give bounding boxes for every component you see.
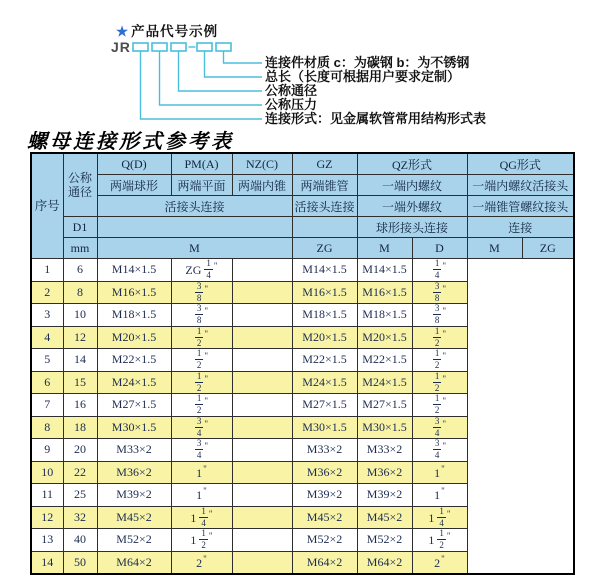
cell-qg-m: M18×1.5 — [357, 304, 412, 327]
cell-qz-m — [232, 304, 292, 327]
cell-m: M33×2 — [97, 439, 171, 462]
cell-gz: 2" — [171, 551, 232, 574]
cell-m: M39×2 — [97, 484, 171, 507]
cell-gz — [171, 304, 232, 327]
cell-qz-m — [232, 281, 292, 304]
header-qg-sub2: 一端锥管螺纹接头 — [467, 196, 574, 217]
inch-mark: " — [208, 508, 213, 519]
cell-qz-m — [232, 461, 292, 484]
inch-mark: " — [442, 283, 447, 294]
cell-qg-m: M16×1.5 — [357, 281, 412, 304]
cell-serial: 14 — [31, 551, 63, 574]
code-box — [216, 43, 231, 51]
header-qz-sub3: 球形接头连接 — [357, 217, 467, 238]
inch-mark: " — [442, 418, 447, 429]
fraction: $\frac{3}{4}$ — [434, 438, 440, 461]
header-gz-union: 活接头连接 — [292, 196, 357, 217]
fraction: $\frac{3}{8}$ — [196, 281, 202, 303]
cell-qz-d: M18×1.5 — [292, 304, 357, 327]
table-row — [31, 461, 574, 484]
inch-mark: " — [203, 486, 207, 497]
header-m: M — [97, 238, 292, 259]
cell-qg-zg — [412, 394, 467, 417]
inch-mark: " — [441, 486, 445, 497]
cell-gz — [171, 371, 232, 394]
cell-qg-m: M22×1.5 — [357, 349, 412, 372]
diagram-label: 连接形式：见金属软管常用结构形式表 — [265, 111, 487, 126]
header-d1: D1 — [63, 217, 97, 238]
cell-qg-m: M27×1.5 — [357, 394, 412, 417]
inch-mark: " — [446, 508, 451, 519]
inch-mark: " — [213, 261, 218, 272]
cell-m: M45×2 — [97, 506, 171, 529]
cell-qg-m: M39×2 — [357, 484, 412, 507]
cell-qg-zg: 2" — [412, 551, 467, 574]
cell-qz-m — [232, 484, 292, 507]
cell-serial: 5 — [31, 349, 63, 372]
inch-mark: " — [204, 306, 209, 317]
cell-gz — [171, 281, 232, 304]
fraction: $\frac{1}{2}$ — [196, 371, 202, 393]
table-header — [31, 153, 574, 259]
cell-m: M24×1.5 — [97, 371, 171, 394]
table-row — [31, 281, 574, 304]
cell-dn: 40 — [63, 529, 97, 552]
cell-serial: 6 — [31, 371, 63, 394]
table-row — [31, 439, 574, 462]
cell-m: M18×1.5 — [97, 304, 171, 327]
code-box — [133, 43, 148, 51]
table-row — [31, 349, 574, 372]
header-qz-sub2: 一端外螺纹 — [357, 196, 467, 217]
fraction: $\frac{3}{8}$ — [434, 303, 440, 326]
cell-m: M14×1.5 — [97, 259, 171, 282]
diagram-label: 连接件材质 c：为碳钢 b：为不锈钢 — [265, 55, 470, 70]
cell-dn: 6 — [63, 259, 97, 282]
table-row — [31, 304, 574, 327]
cell-qg-zg: 1" — [412, 484, 467, 507]
cell-qz-d: M27×1.5 — [292, 394, 357, 417]
header-qz-m: M — [357, 238, 412, 259]
cell-dn: 25 — [63, 484, 97, 507]
inch-mark: " — [204, 441, 209, 452]
fraction: $\frac{1}{2}$ — [434, 393, 440, 416]
cell-qg-m: M20×1.5 — [357, 326, 412, 349]
cell-dn: 18 — [63, 416, 97, 439]
table-row — [31, 529, 574, 552]
inch-mark: " — [441, 553, 445, 564]
inch-mark: " — [204, 396, 209, 407]
header-dn: 公称通径 — [63, 153, 97, 217]
table-row — [31, 394, 574, 417]
cell-dn: 22 — [63, 461, 97, 484]
cell-qg-zg — [412, 326, 467, 349]
cell-serial: 9 — [31, 439, 63, 462]
cell-qz-m — [232, 326, 292, 349]
header-serial: 序号 — [31, 153, 63, 259]
cell-qz-m — [232, 371, 292, 394]
fraction: $\frac{1}{4}$ — [206, 258, 211, 281]
cell-qz-d: M14×1.5 — [292, 259, 357, 282]
cell-qz-d: M16×1.5 — [292, 281, 357, 304]
cell-m: M22×1.5 — [97, 349, 171, 372]
cell-qg-zg: 1 $\frac{1}{4}$ " — [412, 506, 467, 529]
cell-serial: 2 — [31, 281, 63, 304]
cell-serial: 12 — [31, 506, 63, 529]
header-nz-sub: 两端内锥 — [232, 175, 292, 196]
cell-gz — [171, 326, 232, 349]
inch-mark: " — [204, 373, 209, 384]
cell-gz: 1 $\frac{1}{4}$ " — [171, 506, 232, 529]
table-row — [31, 371, 574, 394]
cell-m: M64×2 — [97, 551, 171, 574]
cell-qg-zg — [412, 349, 467, 372]
cell-gz: ZG $\frac{1}{4}$ " — [171, 259, 232, 282]
fraction: $\frac{1}{2}$ — [196, 348, 202, 371]
header-union-connection: 活接头连接 — [97, 196, 292, 217]
header-gz: GZ — [292, 153, 357, 175]
cell-m: M52×2 — [97, 529, 171, 552]
header-blank — [97, 217, 292, 238]
cell-gz: 1" — [171, 484, 232, 507]
cell-qg-m: M14×1.5 — [357, 259, 412, 282]
fraction: $\frac{1}{2}$ — [439, 528, 444, 551]
header-qg: QG形式 — [467, 153, 574, 175]
cell-serial: 8 — [31, 416, 63, 439]
cell-gz — [171, 416, 232, 439]
table-row — [31, 259, 574, 282]
cell-dn: 8 — [63, 281, 97, 304]
inch-mark: " — [442, 441, 447, 452]
cell-qz-d: M64×2 — [292, 551, 357, 574]
inch-mark: " — [204, 351, 209, 362]
table-row — [31, 484, 574, 507]
header-q: Q(D) — [97, 153, 171, 175]
header-qz: QZ形式 — [357, 153, 467, 175]
cell-gz — [171, 349, 232, 372]
table-row — [31, 326, 574, 349]
fraction: $\frac{1}{2}$ — [196, 326, 202, 348]
cell-qz-m — [232, 349, 292, 372]
header-qz-sub1: 一端内螺纹 — [357, 175, 467, 196]
cell-m: M27×1.5 — [97, 394, 171, 417]
inch-mark: " — [204, 418, 209, 429]
header-unit: mm — [63, 238, 97, 259]
inch-mark: " — [442, 396, 447, 407]
header-qz-d: D — [412, 238, 467, 259]
inch-mark: " — [442, 328, 447, 339]
cell-dn: 50 — [63, 551, 97, 574]
cell-serial: 3 — [31, 304, 63, 327]
cell-qg-zg — [412, 439, 467, 462]
diagram-title-text: 产品代号示例 — [131, 24, 219, 39]
cell-qg-zg: 1 $\frac{1}{2}$ " — [412, 529, 467, 552]
fraction: $\frac{3}{4}$ — [434, 416, 440, 438]
cell-qg-zg — [412, 371, 467, 394]
diagram-label: 公称压力 — [265, 97, 318, 112]
fraction: $\frac{1}{2}$ — [196, 393, 202, 416]
cell-m: M30×1.5 — [97, 416, 171, 439]
cell-qz-m — [232, 529, 292, 552]
fraction: $\frac{1}{2}$ — [434, 371, 440, 393]
cell-gz: 1 $\frac{1}{2}$ " — [171, 529, 232, 552]
cell-qg-m: M45×2 — [357, 506, 412, 529]
cell-qg-m: M30×1.5 — [357, 416, 412, 439]
diagram-label: 总长（长度可根据用户要求定制） — [265, 69, 461, 84]
inch-mark: " — [446, 531, 451, 542]
inch-mark: " — [441, 463, 445, 474]
cell-dn: 16 — [63, 394, 97, 417]
code-box — [197, 43, 212, 51]
inch-mark: " — [442, 351, 447, 362]
table-row — [31, 506, 574, 529]
inch-mark: " — [203, 463, 207, 474]
cell-dn: 12 — [63, 326, 97, 349]
cell-qz-d: M39×2 — [292, 484, 357, 507]
inch-mark: " — [442, 261, 447, 272]
cell-qg-zg — [412, 281, 467, 304]
fraction: $\frac{3}{8}$ — [434, 281, 440, 303]
cell-qg-m: M36×2 — [357, 461, 412, 484]
cell-dn: 14 — [63, 349, 97, 372]
cell-serial: 11 — [31, 484, 63, 507]
fraction: $\frac{3}{4}$ — [196, 416, 202, 438]
spec-table — [30, 152, 575, 575]
header-q-sub: 两端球形 — [97, 175, 171, 196]
cell-qz-d: M52×2 — [292, 529, 357, 552]
cell-qz-d: M20×1.5 — [292, 326, 357, 349]
fraction: $\frac{1}{4}$ — [434, 258, 440, 281]
header-pm: PM(A) — [171, 153, 232, 175]
cell-dn: 10 — [63, 304, 97, 327]
cell-gz — [171, 439, 232, 462]
cell-qg-zg — [412, 416, 467, 439]
header-qg-sub3: 连接 — [467, 217, 574, 238]
cell-gz — [171, 394, 232, 417]
fraction: $\frac{1}{2}$ — [201, 528, 206, 551]
cell-qz-d: M24×1.5 — [292, 371, 357, 394]
header-qg-zg: ZG — [522, 238, 574, 259]
cell-dn: 15 — [63, 371, 97, 394]
cell-serial: 7 — [31, 394, 63, 417]
cell-serial: 4 — [31, 326, 63, 349]
cell-qg-m: M33×2 — [357, 439, 412, 462]
header-zg: ZG — [292, 238, 357, 259]
cell-qz-m — [232, 506, 292, 529]
diagram-label: 公称通径 — [265, 83, 318, 98]
fraction: $\frac{1}{4}$ — [439, 506, 444, 528]
header-qg-m: M — [467, 238, 522, 259]
cell-serial: 1 — [31, 259, 63, 282]
cell-qg-zg — [412, 259, 467, 282]
cell-qz-d: M22×1.5 — [292, 349, 357, 372]
header-nz: NZ(C) — [232, 153, 292, 175]
cell-serial: 13 — [31, 529, 63, 552]
cell-qz-m — [232, 416, 292, 439]
cell-qz-m — [232, 551, 292, 574]
cell-qg-zg: 1" — [412, 461, 467, 484]
cell-qg-m: M24×1.5 — [357, 371, 412, 394]
inch-mark: " — [204, 328, 209, 339]
cell-m: M20×1.5 — [97, 326, 171, 349]
fraction: $\frac{3}{4}$ — [196, 438, 202, 461]
cell-m: M36×2 — [97, 461, 171, 484]
header-gz-sub: 两端锥管 — [292, 175, 357, 196]
header-qg-sub1: 一端内螺纹活接头 — [467, 175, 574, 196]
fraction: $\frac{3}{8}$ — [196, 303, 202, 326]
code-box — [152, 43, 167, 51]
star-icon: ★ — [116, 24, 130, 39]
cell-qg-m: M64×2 — [357, 551, 412, 574]
cell-qz-d: M33×2 — [292, 439, 357, 462]
table-row — [31, 416, 574, 439]
code-box — [171, 43, 186, 51]
cell-serial: 10 — [31, 461, 63, 484]
fraction: $\frac{1}{2}$ — [434, 326, 440, 348]
cell-qz-m — [232, 394, 292, 417]
inch-mark: " — [208, 531, 213, 542]
cell-qz-m — [232, 259, 292, 282]
cell-qz-d: M36×2 — [292, 461, 357, 484]
table-body — [31, 259, 574, 575]
header-pm-sub: 两端平面 — [171, 175, 232, 196]
inch-mark: " — [203, 553, 207, 564]
header-blank — [292, 217, 357, 238]
cell-qg-zg — [412, 304, 467, 327]
table-row — [31, 551, 574, 574]
fraction: $\frac{1}{2}$ — [434, 348, 440, 371]
fraction: $\frac{1}{4}$ — [201, 506, 206, 528]
cell-qg-m: M52×2 — [357, 529, 412, 552]
cell-qz-d: M30×1.5 — [292, 416, 357, 439]
code-prefix: JR — [111, 39, 131, 55]
cell-dn: 20 — [63, 439, 97, 462]
inch-mark: " — [442, 373, 447, 384]
table-title: 螺母连接形式参考表 — [27, 129, 234, 153]
inch-mark: " — [442, 306, 447, 317]
inch-mark: " — [204, 283, 209, 294]
cell-dn: 32 — [63, 506, 97, 529]
cell-qz-d: M45×2 — [292, 506, 357, 529]
cell-qz-m — [232, 439, 292, 462]
cell-m: M16×1.5 — [97, 281, 171, 304]
cell-gz: 1" — [171, 461, 232, 484]
